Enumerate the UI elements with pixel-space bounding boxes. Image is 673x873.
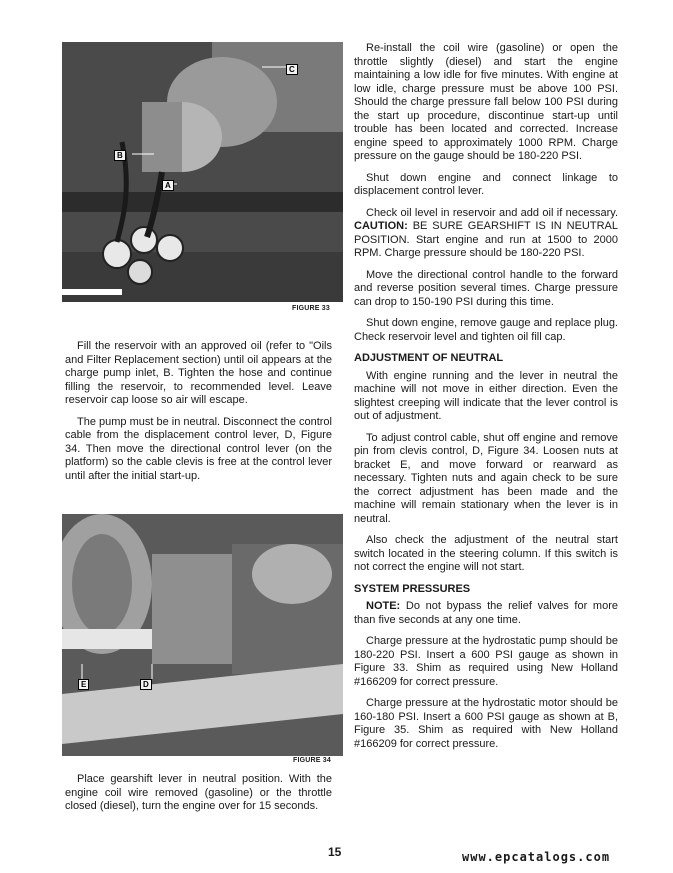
figure-33-photo (62, 42, 343, 302)
paragraph-reinstall-coil: Re-install the coil wire (gasoline) or open the throttle slightly (diesel) and start the engine maintaining a low idle for five minutes. With engine at low idle, charge pressure must be above 100 PSI. Should the charge pressure fall below 100 PSI during the start up procedure, discontinue start-up until trouble has been located and corrected. Increase engine speed to approximately 1000 RPM. Charge pressure on the gauge should be 180-220 PSI. (354, 42, 618, 162)
left-column-bottom (65, 773, 332, 822)
label-e: E (78, 679, 89, 690)
caution-label: CAUTION: (354, 220, 408, 232)
paragraph-directional-handle: Move the directional control handle to the forward and reverse position several times. Charge pressure can drop to 150-190 PSI during this time. (354, 268, 618, 308)
paragraph-neutral-switch: Also check the adjustment of the neutral start switch located in the steering column. If this switch is not correct the engine will not start. (354, 534, 618, 573)
paragraph-remove-gauge: Shut down engine, remove gauge and replace plug. Check reservoir level and tighten oil fill cap. (354, 317, 618, 343)
page-number: 15 (328, 845, 342, 859)
label-c: C (286, 64, 298, 75)
paragraph-pump-neutral: The pump must be in neutral. Disconnect the control cable from the displacement control lever, D, Figure 34. Then move the directional control lever (on the platform) so the cable clevis is free at the control lever until after the initial start-up. (65, 415, 332, 482)
paragraph-check-oil (354, 207, 618, 261)
check-oil-text: Check oil level in reservoir and add oil if necessary. (366, 206, 618, 219)
paragraph-adjust-cable: To adjust control cable, shut off engine and remove pin from clevis control, D, Figure 34. Loosen nuts at bracket E, and move forward or rearward as necessary. Tighten nuts and again check to be sure the correct adjustment has been made and the machine will remain stationary when the lever is in neutral. (354, 431, 618, 525)
figure-33-caption: FIGURE 33 (292, 305, 330, 312)
heading-adjustment-neutral: ADJUSTMENT OF NEUTRAL (354, 352, 504, 364)
paragraph-motor-pressure: Charge pressure at the hydrostatic motor should be 160-180 PSI. Insert a 600 PSI gauge as shown at B, Figure 35. Shim as required with New Holland #166209 for correct pressure. (354, 697, 618, 750)
right-column (354, 42, 618, 759)
figure-34-photo (62, 514, 343, 756)
label-b: B (114, 150, 126, 161)
control-lever-photo-illustration (62, 514, 343, 756)
pump-photo-illustration (62, 42, 343, 302)
label-d: D (140, 679, 152, 690)
paragraph-fill-reservoir: Fill the reservoir with an approved oil (refer to "Oils and Filter Replacement section) until oil appears at the charge pump inlet, B. Tighten the hose and continue filling the reservoir, to recommended level. Leave reservoir cap loose so air will escape. (65, 340, 332, 406)
caution-text: BE SURE GEARSHIFT IS IN NEUTRAL POSITION. Start engine and run at 1500 to 2000 RPM. Charge pressure should be 180-220 PSI. (354, 220, 618, 259)
paragraph-neutral-creeping: With engine running and the lever in neutral the machine will not move in either direction. Even the slightest creeping will indicate that the lever control is out of adjustment. (354, 369, 618, 422)
paragraph-pump-pressure: Charge pressure at the hydrostatic pump should be 180-220 PSI. Insert a 600 PSI gauge as shown in Figure 33. Shim as required using New Holland #166209 for correct pressure. (354, 635, 618, 688)
figure-34-caption: FIGURE 34 (293, 757, 331, 764)
paragraph-shut-down-connect: Shut down engine and connect linkage to displacement control lever. (354, 171, 618, 197)
label-a: A (162, 180, 174, 191)
paragraph-gearshift: Place gearshift lever in neutral position. With the engine coil wire removed (gasoline) or the throttle closed (diesel), turn the engine over for 15 seconds. (65, 773, 332, 812)
left-column (65, 340, 332, 491)
note-text: Do not bypass the relief valves for more than five seconds at any one time. (354, 600, 618, 626)
heading-system-pressures: SYSTEM PRESSURES (354, 582, 471, 595)
paragraph-note (354, 600, 618, 627)
note-label: NOTE: (366, 600, 401, 612)
watermark: www.epcatalogs.com (462, 850, 611, 864)
